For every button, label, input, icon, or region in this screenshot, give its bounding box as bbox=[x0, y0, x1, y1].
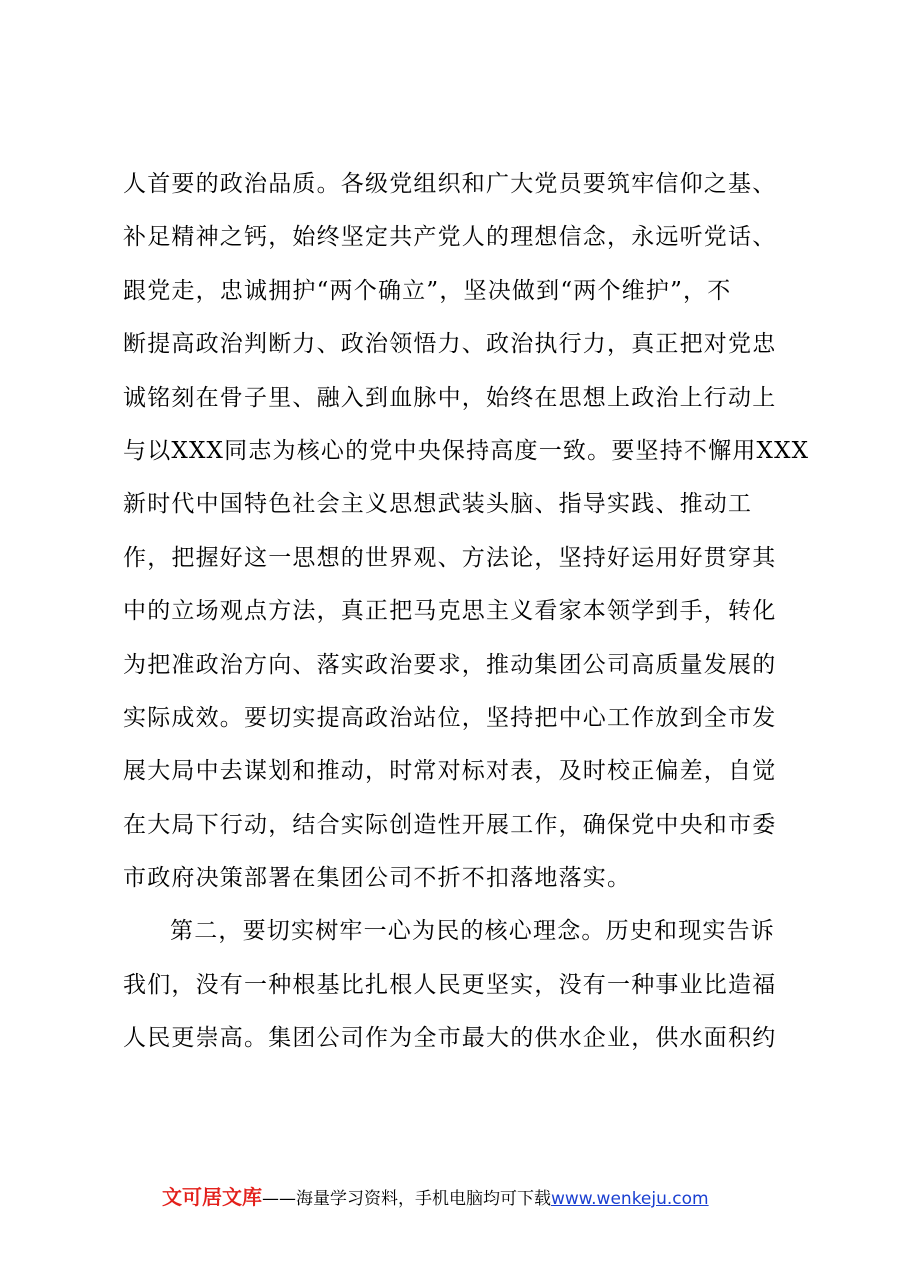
text-line: 实际成效。要切实提高政治站位，坚持把中心工作放到全市发 bbox=[123, 704, 777, 731]
text-line: 市政府决策部署在集团公司不折不扣落地落实。 bbox=[123, 865, 632, 892]
text-line: 补足精神之钙，始终坚定共产党人的理想信念，永远听党话、 bbox=[123, 224, 777, 251]
footer-banner bbox=[162, 1180, 862, 1214]
text-line: 诚铭刻在骨子里、融入到血脉中，始终在思想上政治上行动上 bbox=[123, 384, 777, 411]
body-text bbox=[123, 158, 810, 1066]
text-line: 新时代中国特色社会主义思想武装头脑、指导实践、推动工 bbox=[123, 491, 753, 518]
text-line: 中的立场观点方法，真正把马克思主义看家本领学到手，转化 bbox=[123, 598, 777, 625]
text-line: 展大局中去谋划和推动，时常对标对表，及时校正偏差，自觉 bbox=[123, 758, 777, 785]
text-line: 为把准政治方向、落实政治要求，推动集团公司高质量发展的 bbox=[123, 651, 777, 678]
footer-url-link[interactable]: www.wenkeju.com bbox=[551, 1189, 709, 1209]
paragraph-start-line: 第二，要切实树牢一心为民的核心理念。历史和现实告诉 bbox=[170, 918, 775, 945]
text-line: 跟党走，忠诚拥护“两个确立”，坚决做到“两个维护”，不 bbox=[123, 277, 732, 304]
text-line: 我们，没有一种根基比扎根人民更坚实，没有一种事业比造福 bbox=[123, 971, 777, 998]
text-line: 人首要的政治品质。各级党组织和广大党员要筑牢信仰之基、 bbox=[123, 171, 777, 197]
footer-tagline: ——海量学习资料，手机电脑均可下载 bbox=[262, 1189, 551, 1209]
text-line: 与以XXX同志为核心的党中央保持高度一致。要坚持不懈用XXX bbox=[123, 437, 810, 464]
text-line: 断提高政治判断力、政治领悟力、政治执行力，真正把对党忠 bbox=[123, 331, 777, 358]
footer-brand: 文可居文库 bbox=[162, 1185, 262, 1209]
text-line: 在大局下行动，结合实际创造性开展工作，确保党中央和市委 bbox=[123, 811, 777, 838]
text-line: 作，把握好这一思想的世界观、方法论，坚持好运用好贯穿其 bbox=[123, 544, 777, 571]
text-line: 人民更崇高。集团公司作为全市最大的供水企业，供水面积约 bbox=[123, 1025, 777, 1052]
